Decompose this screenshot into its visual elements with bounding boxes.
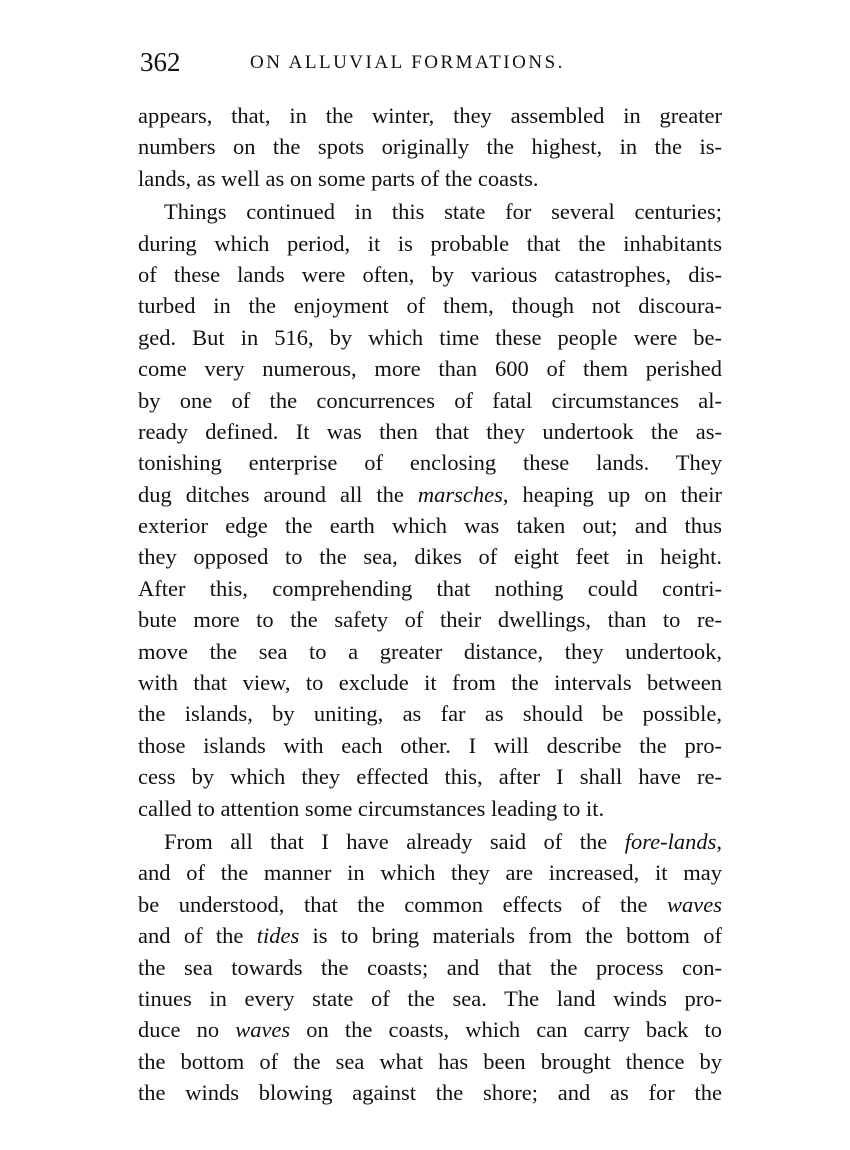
text-line xyxy=(138,479,722,510)
italic-term: fore-lands xyxy=(624,828,717,854)
text-line: ready defined. It was then that they undertook the as- xyxy=(138,418,722,444)
italic-term: tides xyxy=(256,923,300,949)
italic-term: waves xyxy=(235,1017,291,1043)
text-segment: , heaping up on their xyxy=(502,481,722,507)
text-line: exterior edge the earth which was taken out; and thus xyxy=(138,513,722,539)
text-line: turbed in the enjoyment of them, though not discoura- xyxy=(138,293,722,319)
text-line: by one of the concurrences of fatal circumstances al- xyxy=(138,387,722,413)
text-line: After this, comprehending that nothing could contri- xyxy=(138,575,722,601)
text-line: and of the manner in which they are increased, it may xyxy=(138,860,722,886)
text-line: lands, as well as on some parts of the coasts. xyxy=(138,165,539,191)
text-segment: , xyxy=(716,828,722,854)
running-head xyxy=(140,44,720,80)
text-segment: is to bring materials from the bottom of xyxy=(299,923,723,949)
italic-term: waves xyxy=(667,891,722,917)
text-line: the islands, by uniting, as far as should be possible, xyxy=(138,701,722,727)
text-segment: dug ditches around all the xyxy=(138,481,418,507)
text-line: called to attention some circumstances leading to it. xyxy=(138,795,605,821)
text-segment: duce no xyxy=(138,1017,236,1043)
text-line: tonishing enterprise of enclosing these lands. They xyxy=(138,450,722,476)
text-line: those islands with each other. I will describe the pro- xyxy=(138,732,722,758)
text-line xyxy=(138,826,722,857)
text-line: they opposed to the sea, dikes of eight feet in height. xyxy=(138,544,722,570)
italic-term: marsches xyxy=(417,481,503,507)
text-line: cess by which they effected this, after I shall have re- xyxy=(138,764,722,790)
text-line: move the sea to a greater distance, they undertook, xyxy=(138,638,722,664)
text-line: during which period, it is probable that the inhabitants xyxy=(138,230,722,256)
text-line: numbers on the spots originally the highest, in the is- xyxy=(138,134,722,160)
text-line xyxy=(138,920,722,951)
page-number: 362 xyxy=(140,47,181,77)
text-line: the bottom of the sea what has been brought thence by xyxy=(138,1048,722,1074)
text-line xyxy=(138,889,722,920)
text-line: Things continued in this state for several centuries; xyxy=(164,199,722,225)
text-line xyxy=(138,1014,722,1045)
text-line: of these lands were often, by various catastrophes, dis- xyxy=(138,261,722,287)
text-line: appears, that, in the winter, they assembled in greater xyxy=(138,103,722,128)
text-segment: From all that I have already said of the xyxy=(164,828,625,854)
text-segment: and of the xyxy=(138,923,257,949)
text-line: the winds blowing against the shore; and as for the xyxy=(138,1080,722,1106)
text-line: bute more to the safety of their dwellings, than to re- xyxy=(138,607,722,633)
text-line: with that view, to exclude it from the intervals between xyxy=(138,670,722,696)
running-title: ON ALLUVIAL FORMATIONS. xyxy=(250,52,565,73)
body-text xyxy=(138,100,722,1109)
text-line: tinues in every state of the sea. The land winds pro- xyxy=(138,985,722,1011)
text-line: ged. But in 516, by which time these people were be- xyxy=(138,324,722,350)
text-segment: be understood, that the common effects of the xyxy=(138,891,667,917)
text-line: come very numerous, more than 600 of them perished xyxy=(138,356,722,382)
text-line: the sea towards the coasts; and that the process con- xyxy=(138,954,722,980)
text-segment: on the coasts, which can carry back to xyxy=(290,1017,722,1043)
